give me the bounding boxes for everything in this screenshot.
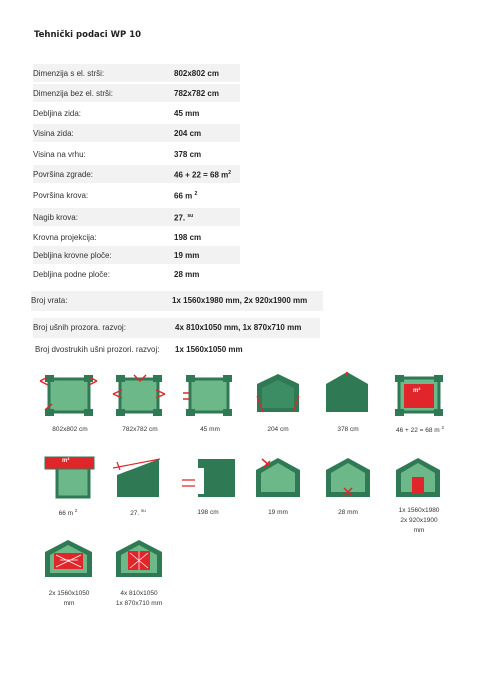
m2-label: m² bbox=[413, 388, 421, 394]
windows-icon bbox=[116, 540, 162, 577]
spec-label: Debljina krovne ploče: bbox=[33, 251, 112, 260]
spec-value-sup: su bbox=[187, 213, 194, 219]
spec-label: Krovna projekcija: bbox=[33, 233, 97, 242]
roof-projection-icon bbox=[182, 459, 235, 497]
icon-caption: 27. $^{su}$ bbox=[130, 508, 146, 518]
spec-label: Debljina podne ploče: bbox=[33, 270, 110, 279]
spec-value: 19 mm bbox=[174, 251, 200, 260]
icon-caption: 46 + 22 = 68 m $^2$ bbox=[395, 425, 445, 435]
spec-label: Nagib krova: bbox=[33, 213, 78, 222]
roof-pitch-icon bbox=[113, 459, 160, 497]
icon-caption: 4x 810x1050 1x 870x710 mm bbox=[115, 590, 163, 607]
spec-label: Broj dvostrukih ušni prozori. razvoj: bbox=[35, 345, 160, 354]
spec-value: 378 cm bbox=[174, 150, 202, 159]
spec-value: 4x 810x1050 mm, 1x 870x710 mm bbox=[175, 323, 302, 332]
roof-area-icon bbox=[45, 457, 94, 497]
spec-value: 46 + 22 = 68 m bbox=[174, 170, 229, 180]
icon-caption: 1x 1560x1980 2x 920x1900 mm bbox=[398, 507, 440, 534]
icon-caption: 782x782 cm bbox=[122, 426, 158, 433]
spec-label: Visina zida: bbox=[33, 129, 74, 138]
wall-thickness-icon bbox=[183, 375, 232, 416]
icon-caption: 45 mm bbox=[200, 426, 220, 433]
spec-value: 1x 1560x1980 mm, 2x 920x1900 mm bbox=[172, 296, 308, 305]
spec-value: 1x 1560x1050 mm bbox=[175, 345, 243, 354]
spec-value: 66 m bbox=[174, 191, 193, 201]
m2-label: m² bbox=[62, 458, 70, 464]
spec-value: 204 cm bbox=[174, 129, 202, 138]
spec-label: Broj vrata: bbox=[31, 296, 68, 305]
spec-value: 27. bbox=[174, 213, 188, 223]
spec-value-sup: 2 bbox=[228, 170, 232, 176]
building-area-icon bbox=[395, 375, 443, 416]
spec-value: 198 cm bbox=[174, 233, 202, 242]
double-windows-icon bbox=[45, 540, 92, 577]
icon-caption: 19 mm bbox=[268, 509, 288, 516]
spec-label: Broj ušnih prozora. razvoj: bbox=[33, 323, 126, 332]
icon-caption: 378 cm bbox=[337, 426, 359, 433]
spec-value: 28 mm bbox=[174, 270, 200, 279]
spec-label: Debljina zida: bbox=[33, 109, 82, 118]
spec-value: 802x802 cm bbox=[174, 69, 219, 78]
floor-panel-thickness-icon bbox=[326, 458, 370, 497]
spec-value: 782x782 cm bbox=[174, 89, 219, 98]
ridge-height-icon bbox=[326, 372, 368, 412]
spec-label: Dimenzija s el. strši: bbox=[33, 69, 105, 78]
icon-caption: 198 cm bbox=[197, 509, 219, 516]
roof-panel-thickness-icon bbox=[256, 458, 300, 497]
wall-height-icon bbox=[257, 374, 299, 412]
spec-value-sup: 2 bbox=[194, 191, 198, 197]
spec-label: Dimenzija bez el. strši: bbox=[33, 89, 114, 98]
doors-icon bbox=[396, 458, 440, 497]
dimension-without-eaves-icon bbox=[113, 375, 165, 416]
page-title: Tehnički podaci WP 10 bbox=[34, 30, 142, 40]
icon-caption: 66 m $^2$ bbox=[58, 508, 78, 518]
spec-value: 45 mm bbox=[174, 109, 200, 118]
dimension-with-eaves-icon bbox=[40, 375, 97, 416]
spec-label: Visina na vrhu: bbox=[33, 150, 86, 159]
spec-label: Površina krova: bbox=[33, 191, 89, 200]
spec-label: Površina zgrade: bbox=[33, 170, 94, 179]
icon-caption: 2x 1560x1050 mm bbox=[48, 590, 90, 607]
icon-caption: 802x802 cm bbox=[52, 426, 88, 433]
icon-caption: 204 cm bbox=[267, 426, 289, 433]
icon-caption: 28 mm bbox=[338, 509, 358, 516]
